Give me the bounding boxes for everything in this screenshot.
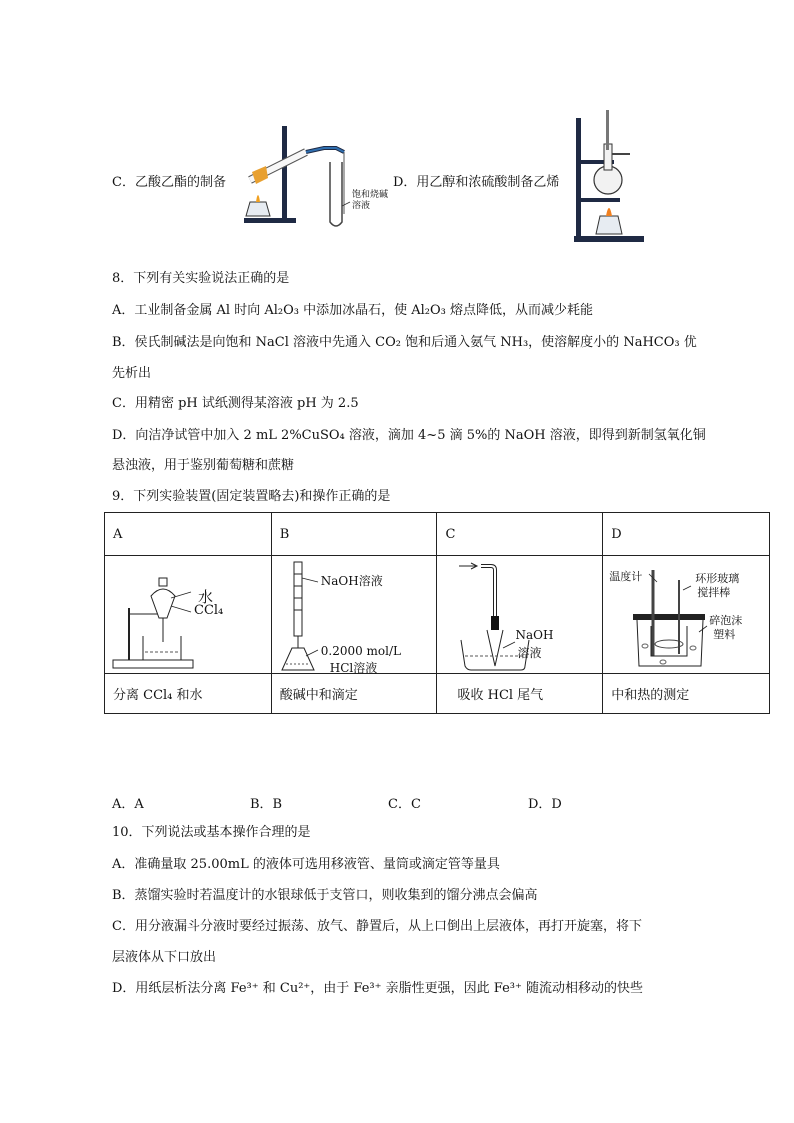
q7-option-d: D．用乙醇和浓硫酸制备乙烯 [393, 175, 560, 190]
q9-caption-a: 分离 CCl₄ 和水 [105, 674, 272, 714]
q9-stem: 9．下列实验装置(固定装置略去)和操作正确的是 [112, 489, 391, 504]
q10-stem: 10．下列说法或基本操作合理的是 [112, 825, 311, 840]
q9-figure-b-cell [271, 556, 437, 674]
q9-header-b: B [271, 513, 437, 556]
stirrer-label-line1: 环形玻璃 [695, 572, 740, 585]
ccl4-label: CCl₄ [194, 603, 224, 618]
q8-option-d-line2: 悬浊液，用于鉴别葡萄糖和蔗糖 [112, 458, 295, 473]
q9-caption-b: 酸碱中和滴定 [271, 674, 437, 714]
ester-prep-apparatus [236, 122, 389, 232]
naoh-label: NaOH [515, 628, 554, 642]
naoh-solution-label: NaOH溶液 [320, 574, 383, 588]
q9-header-d: D [603, 513, 770, 556]
q8-option-c: C．用精密 pH 试纸测得某溶液 pH 为 2.5 [112, 396, 359, 411]
q9-choice-a: A．A [112, 797, 144, 812]
naoh-label-line1: 饱和烧碱 [352, 190, 389, 200]
q9-choice-d: D．D [528, 797, 562, 812]
q9-choice-c: C．C [388, 797, 421, 812]
q10-option-a: A．准确量取 25.00mL 的液体可选用移液管、量筒或滴定管等量具 [112, 857, 500, 872]
foam-label-line1: 碎泡沫 [709, 614, 743, 627]
thermometer-label: 温度计 [609, 570, 643, 583]
separatory-funnel-apparatus [105, 556, 272, 673]
q8-option-b-line2: 先析出 [112, 366, 152, 381]
stirrer-label-line2: 搅拌棒 [697, 586, 731, 599]
q8-option-b-line1: B．侯氏制碱法是向饱和 NaCl 溶液中先通入 CO₂ 饱和后通入氨气 NH₃，使溶解度小的 NaHCO₃ 优 [112, 335, 697, 350]
q9-header-c: C [437, 513, 603, 556]
q10-option-d: D．用纸层析法分离 Fe³⁺ 和 Cu²⁺，由于 Fe³⁺ 亲脂性更强，因此 Fe³⁺ 随流动相移动的快些 [112, 981, 643, 996]
hcl-concentration-label: 0.2000 mol/L [320, 644, 402, 658]
q9-figure-a-cell [105, 556, 272, 674]
q9-choice-b: B．B [250, 797, 283, 812]
naoh-label-line2: 溶液 [352, 201, 371, 211]
hcl-solution-label: HCl溶液 [329, 661, 378, 675]
naoh-solution-label: 溶液 [517, 646, 542, 660]
q10-option-b: B．蒸馏实验时若温度计的水银球低于支管口，则收集到的馏分沸点会偏高 [112, 888, 538, 903]
q9-header-a: A [105, 513, 272, 556]
q9-figure-c-cell [437, 556, 603, 674]
q7-option-c: C．乙酸乙酯的制备 [112, 175, 226, 190]
q9-caption-c: 吸收 HCl 尾气 [437, 674, 603, 714]
ethylene-prep-apparatus [570, 104, 645, 246]
q10-option-c-line1: C．用分液漏斗分液时要经过振荡、放气、静置后，从上口倒出上层液体，再打开旋塞，将下 [112, 919, 642, 934]
q8-stem: 8．下列有关实验说法正确的是 [112, 271, 290, 286]
water-label: 水 [198, 588, 214, 606]
q9-caption-d: 中和热的测定 [603, 674, 770, 714]
q8-option-a: A．工业制备金属 Al 时向 Al₂O₃ 中添加冰晶石，使 Al₂O₃ 熔点降低，从而减少耗能 [112, 303, 593, 318]
q10-option-c-line2: 层液体从下口放出 [112, 950, 217, 965]
q9-figure-d-cell [603, 556, 770, 674]
q8-option-d-line1: D．向洁净试管中加入 2 mL 2%CuSO₄ 溶液，滴加 4~5 滴 5%的 NaOH 溶液，即得到新制氢氧化铜 [112, 428, 706, 443]
q9-apparatus-table [104, 512, 770, 714]
foam-label-line2: 塑料 [713, 628, 736, 641]
